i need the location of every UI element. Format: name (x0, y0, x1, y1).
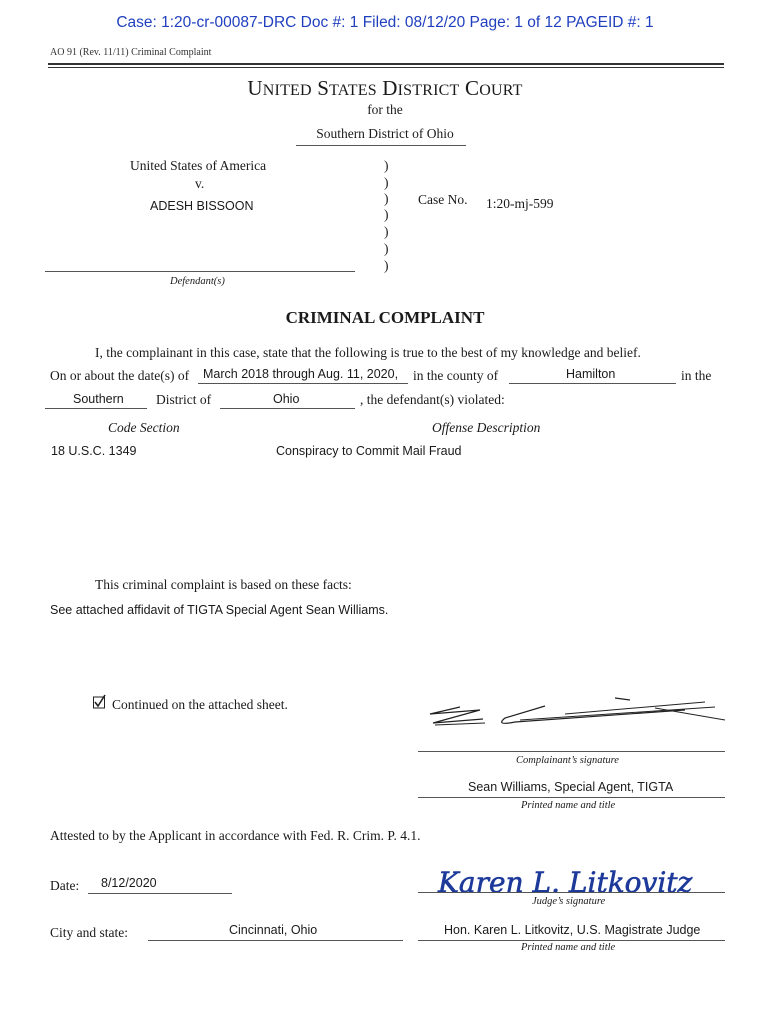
court-district: Southern District of Ohio (316, 126, 454, 141)
complainant-statement: I, the complainant in this case, state that the following is true to the best of my knowledge and belief. (95, 345, 641, 360)
caption-paren: ) (384, 191, 389, 206)
facts-intro: This criminal complaint is based on these facts: (95, 577, 352, 592)
caption-paren: ) (384, 224, 389, 239)
defendant-line (45, 271, 355, 272)
city-state-label: City and state: (50, 925, 128, 940)
versus-text: v. (195, 176, 205, 191)
form-identifier: AO 91 (Rev. 11/11) Criminal Complaint (50, 47, 212, 58)
caption-paren: ) (384, 158, 389, 173)
district-of-label: District of (156, 392, 212, 407)
court-title: UNITED STATES DISTRICT COURT (247, 76, 523, 100)
judge-signature-line (418, 892, 725, 893)
on-or-about-label: On or about the date(s) of (50, 368, 190, 383)
defendant-label: Defendant(s) (170, 276, 225, 287)
county-underline (509, 383, 676, 384)
offense-description-value: Conspiracy to Commit Mail Fraud (276, 444, 462, 458)
header-rule-thin (48, 67, 724, 68)
attestation-text: Attested to by the Applicant in accordance with Fed. R. Crim. P. 4.1. (50, 828, 421, 843)
judge-printed-name: Hon. Karen L. Litkovitz, U.S. Magistrate Judge (444, 923, 701, 937)
complainant-printed-label: Printed name and title (521, 800, 616, 811)
complainant-signature-label: Complainant’s signature (516, 755, 619, 766)
case-no-label: Case No. (418, 192, 468, 207)
offense-dates: March 2018 through Aug. 11, 2020, (203, 367, 399, 381)
district-underline (296, 145, 466, 146)
judge-printed-label: Printed name and title (521, 942, 616, 953)
in-the-label: in the (681, 368, 712, 383)
complainant-name-line (418, 797, 725, 798)
caption-paren: ) (384, 175, 389, 190)
caption-paren: ) (384, 258, 389, 273)
caption-paren: ) (384, 207, 389, 222)
code-section-header: Code Section (108, 420, 180, 435)
county-value: Hamilton (566, 367, 616, 381)
date-underline (88, 893, 232, 894)
offense-description-header: Offense Description (432, 420, 541, 435)
district-value-underline (45, 408, 147, 409)
defendant-violated-text: , the defendant(s) violated: (360, 392, 505, 407)
defendant-name: ADESH BISSOON (150, 199, 254, 213)
continued-checkbox[interactable] (93, 695, 106, 709)
state-value: Ohio (273, 392, 300, 406)
date-value: 8/12/2020 (101, 876, 157, 890)
county-of-label: in the county of (413, 368, 499, 383)
filing-header-stamp: Case: 1:20-cr-00087-DRC Doc #: 1 Filed: 08/12/20 Page: 1 of 12 PAGEID #: 1 (116, 14, 654, 31)
judge-name-line (418, 940, 725, 941)
judge-signature-label: Judge’s signature (532, 896, 606, 907)
svg-text:Karen L. Litkovitz: Karen L. Litkovitz (438, 866, 693, 899)
city-state-underline (148, 940, 403, 941)
code-section-value: 18 U.S.C. 1349 (51, 444, 137, 458)
city-state-value: Cincinnati, Ohio (229, 923, 318, 937)
complainant-signature (425, 690, 725, 740)
state-underline (220, 408, 355, 409)
case-number: 1:20-mj-599 (486, 196, 554, 211)
district-value: Southern (73, 392, 124, 406)
for-the-text: for the (367, 102, 403, 117)
complainant-signature-line (418, 751, 725, 752)
facts-text: See attached affidavit of TIGTA Special Agent Sean Williams. (50, 603, 389, 617)
date-label: Date: (50, 878, 80, 893)
complainant-printed-name: Sean Williams, Special Agent, TIGTA (468, 780, 674, 794)
plaintiff-name: United States of America (130, 158, 267, 173)
header-rule-thick (48, 63, 724, 65)
continued-label: Continued on the attached sheet. (112, 697, 288, 712)
dates-underline (198, 383, 408, 384)
caption-paren: ) (384, 241, 389, 256)
complaint-title: CRIMINAL COMPLAINT (285, 308, 485, 327)
